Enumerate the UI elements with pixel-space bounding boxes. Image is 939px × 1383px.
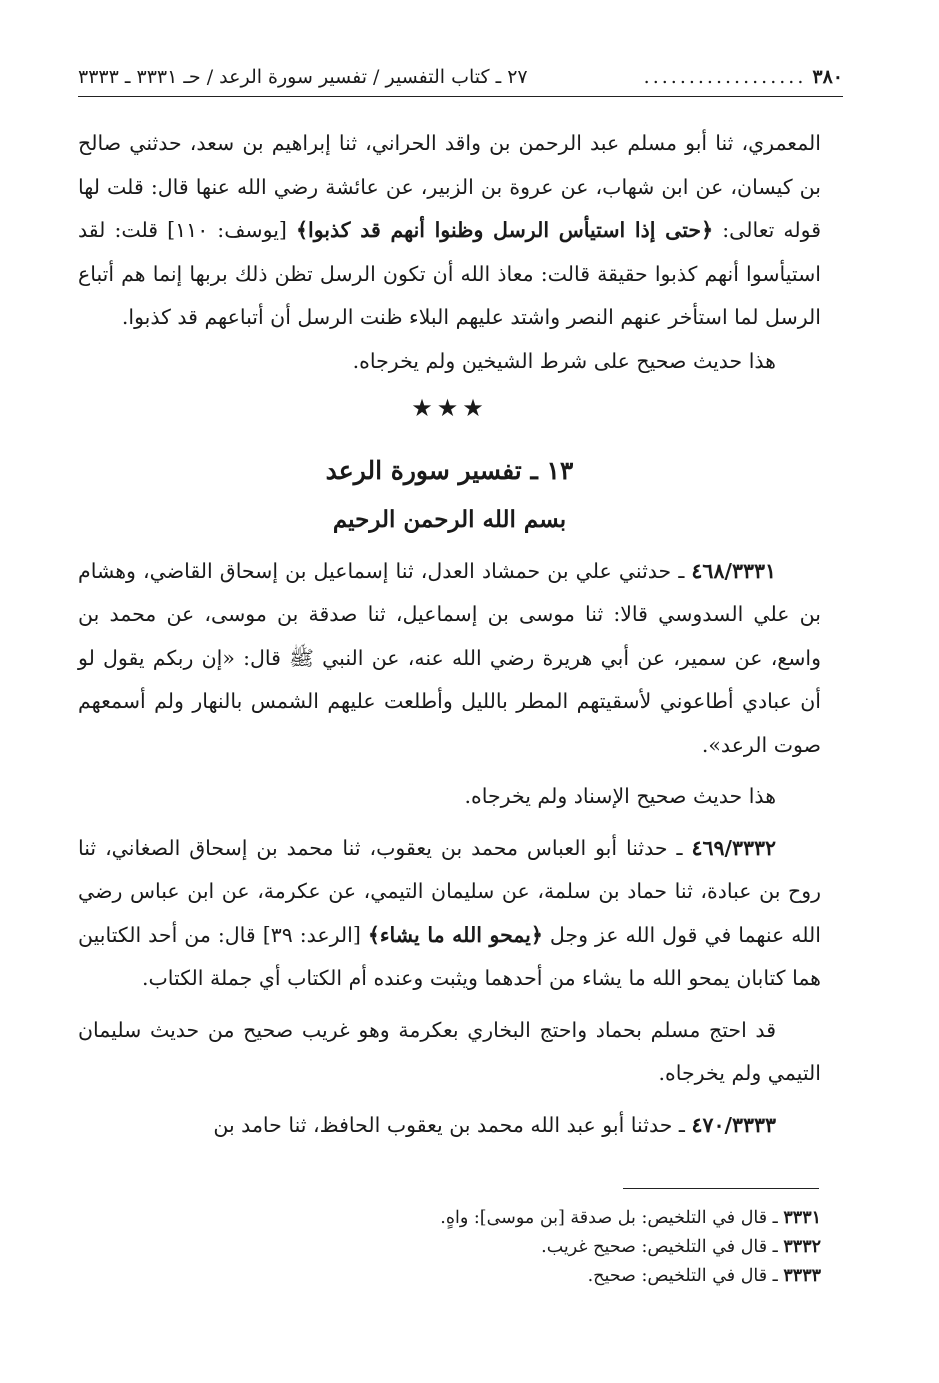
footnote-text: ـ قال في التلخيص: صحيح غريب.: [541, 1237, 778, 1257]
footnote-text: ـ قال في التلخيص: بل صدقة [بن موسى]: واهٍ.: [440, 1208, 778, 1228]
page-number: ٣٨٠: [812, 66, 843, 88]
footnote-number: ٣٣٣١: [783, 1208, 821, 1228]
footnote: [78, 1233, 821, 1262]
verdict-text: هذا حديث صحيح الإسناد ولم يخرجاه.: [464, 784, 776, 808]
quran-verse: ﴿حتى إذا استيأس الرسل وظنوا أنهم قد كذبوا﴾: [296, 218, 714, 242]
footnote-text: ـ قال في التلخيص: صحيح.: [587, 1266, 778, 1286]
continuation-text-2: قلت: لقد استيأسوا أنهم كذبوا حقيقة قالت: معاذ الله أن تكون الرسل تظن ذلك بربها إنما هم أتباع الرسل لما استأخر عنهم النصر واشتد عليهم البلاء ظنت الرسل أن أتباعهم قد كذبوا.: [78, 218, 821, 329]
page-body: [78, 122, 821, 1147]
hadith-paragraph: [78, 550, 821, 768]
hadith-number: ٤٦٩/٣٣٣٢: [691, 835, 776, 860]
footnote: [78, 1262, 821, 1291]
hadith-text: ـ حدثنا أبو العباس محمد بن يعقوب، ثنا محمد بن إسحاق الصغاني، ثنا روح بن عبادة، ثنا حماد بن سلمة، عن سليمان التيمي، عن عكرمة، عن ابن عباس رضي الله عنهما في قول الله عز وجل: [78, 835, 821, 947]
verdict-text: قد احتج مسلم بحماد واحتج البخاري بعكرمة وهو غريب صحيح من حديث سليمان التيمي ولم يخرجاه.: [78, 1017, 821, 1085]
hadith-paragraph: [78, 827, 821, 1001]
verdict-text: هذا حديث صحيح على شرط الشيخين ولم يخرجاه.: [352, 348, 776, 373]
section-separator: ★★★: [411, 394, 488, 422]
footnote: [78, 1204, 821, 1233]
footnote-number: ٣٣٣٣: [783, 1266, 821, 1286]
footnotes: [78, 1204, 821, 1291]
verse-reference: [يوسف: ١١٠]: [167, 218, 287, 242]
continuation-text: المعمري، ثنا أبو مسلم عبد الرحمن بن واقد الحراني، ثنا إبراهيم بن سعد، حدثني صالح بن كيسان، عن ابن شهاب، عن عروة بن الزبير، عن عائشة رضي الله عنها قال: قلت لها قوله تعالى:: [78, 131, 821, 242]
quran-verse: ﴿يمحو الله ما يشاء﴾: [367, 922, 543, 947]
hadith-number: ٤٦٨/٣٣٣١: [691, 558, 776, 583]
continuation-paragraph: [78, 122, 821, 340]
running-header: [78, 62, 843, 97]
hadith-text-2: قال: من أحد الكتابين هما كتابان يمحو الله ما يشاء من أحدهما ويثبت وعنده أم الكتاب أي جملة الكتاب.: [78, 922, 821, 990]
chapter-title: ١٣ ـ تفسير سورة الرعد: [325, 455, 574, 485]
footnote-divider: [623, 1188, 819, 1189]
verse-reference: [الرعد: ٣٩]: [262, 922, 361, 947]
hadith-number: ٤٧٠/٣٣٣٣: [691, 1112, 776, 1137]
header-dots: ..................: [643, 66, 807, 88]
footnote-number: ٣٣٣٢: [783, 1237, 821, 1257]
basmala: بسم الله الرحمن الرحيم: [332, 506, 567, 533]
header-title: ٢٧ ـ كتاب التفسير / تفسير سورة الرعد / حـ ٣٣٣١ ـ ٣٣٣٣: [78, 66, 528, 88]
hadith-text: ـ حدثني علي بن حمشاد العدل، ثنا إسماعيل بن إسحاق القاضي، وهشام بن علي السدوسي قالا: ثنا موسى بن إسماعيل، ثنا صدقة بن موسى، عن محمد بن واسع، عن سمير، عن أبي هريرة رضي الله عنه، عن النبي ﷺ قال: «إن ربكم يقول لو أن عبادي أطاعوني لأسقيتهم المطر بالليل وأطلعت عليهم الشمس بالنهار ولم أسمعهم صوت الرعد».: [78, 558, 821, 757]
hadith-paragraph: [78, 1104, 821, 1148]
hadith-text: ـ حدثنا أبو عبد الله محمد بن يعقوب الحافظ، ثنا حامد بن: [213, 1112, 685, 1137]
